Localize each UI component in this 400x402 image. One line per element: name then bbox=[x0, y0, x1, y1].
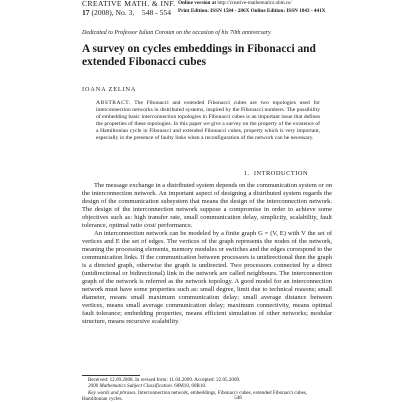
journal-citation bbox=[82, 0, 178, 17]
author-name: IOANA ZELINA bbox=[82, 86, 137, 93]
page-number: 548 bbox=[234, 396, 242, 401]
section-title: INTRODUCTION bbox=[253, 170, 309, 177]
introduction-body bbox=[82, 182, 332, 326]
volume-year-issue: (2008), No. 3, bbox=[89, 8, 135, 17]
section-number: 1. bbox=[243, 170, 250, 177]
issn-text: Print Edition: ISSN 1584 - 286X Online Edition: ISSN 1843 - 441X bbox=[178, 7, 326, 14]
online-url-link[interactable]: http://creative-mathematics.ubm.ro/ bbox=[217, 0, 292, 6]
msc-value: 68M10, 68R10. bbox=[172, 383, 207, 390]
paragraph: An interconnection network can be modeled by a finite graph G = (V, E) with V the set of vertices and E the set of edges. The vertices of the graph represents the nodes of the network, meaning the processing elements, memory modules or switches and the edges correspond to the communication links. If the communication between processors is unidirectional then the graph is a directed graph, otherwise the graph is undirected. Two processors connected by a direct (unidirectional or bidirectional) link in the network are called neighbours. The interconnection graph of the network is referred as the network topology. A good model for an interconnection network must have some properties such as: small degree, limit due to technical reasons; small diameter, means small maximum communication delay; small average distance between vertices, means small average communication delay; maximum connectivity, means optimal fault tolerance; embedding properties, means efficient simulation of other networks; modular structure, means recursive scalability. bbox=[82, 230, 332, 325]
issn-line bbox=[178, 8, 325, 16]
page-number-footer bbox=[0, 396, 400, 401]
journal-name: CREATIVE MATH. & INF. bbox=[82, 0, 176, 8]
abstract-text: The Fibonacci and extended Fibonacci cubes are two topologies used for interconnection networks in distributed systems, inspired by the Fibonacci numbers. The possibility of embedding basic interconnection topologies in Fibonacci cubes is an important issue that defines the properties of these topologies. In this paper we give a survey on the property of the existence of a Hamiltonian cycle in Fibonacci and extended Fibonacci cubes, property which is very important, especially in the presence of faulty links when a reconfiguration of the network can be necessary. bbox=[96, 100, 320, 141]
keywords-label: Key words and phrases. bbox=[88, 389, 137, 396]
abstract-label: ABSTRACT. bbox=[96, 100, 131, 106]
section-heading bbox=[0, 170, 400, 177]
footnote-divider bbox=[82, 375, 140, 376]
online-version-line bbox=[178, 0, 325, 8]
online-prefix: Online version at bbox=[178, 0, 218, 6]
msc-label: 2000 Mathematics Subject Classification. bbox=[88, 383, 173, 390]
keywords-value: Interconnection network, embeddings, Fibonacci cubes, extended Fibonacci cubes, Hamiltonian cycles. bbox=[82, 389, 308, 402]
abstract bbox=[96, 100, 320, 141]
journal-edition-info bbox=[178, 0, 325, 15]
paper-title: A survey on cycles embeddings in Fibonacci and extended Fibonacci cubes bbox=[82, 43, 316, 68]
page-range: 548 - 554 bbox=[141, 8, 172, 17]
journal-volume bbox=[82, 8, 178, 17]
received-dates: Received: 12.09.2008. In revised form: 11.04.2009. Accepted: 22.05.2009. bbox=[88, 377, 241, 383]
volume-number: 17 bbox=[82, 8, 90, 17]
journal-header bbox=[82, 0, 382, 22]
dedication: Dedicated to Professor Iulian Coroian on the occasion of his 70th anniversary bbox=[82, 30, 271, 36]
paragraph: The message exchange in a distributed system depends on the communication system or on the interconnection network. An important aspect of designing a distributed system regards the design of the communication subsystem that means the design of the interconnection network. The design of the interconnection network suppose a compromise in order to achieve some objectives such as: high transfer rate, small communication delay, simplicity, scalability, fault tolerance, optimal ratio cost/ performance. bbox=[82, 182, 332, 229]
